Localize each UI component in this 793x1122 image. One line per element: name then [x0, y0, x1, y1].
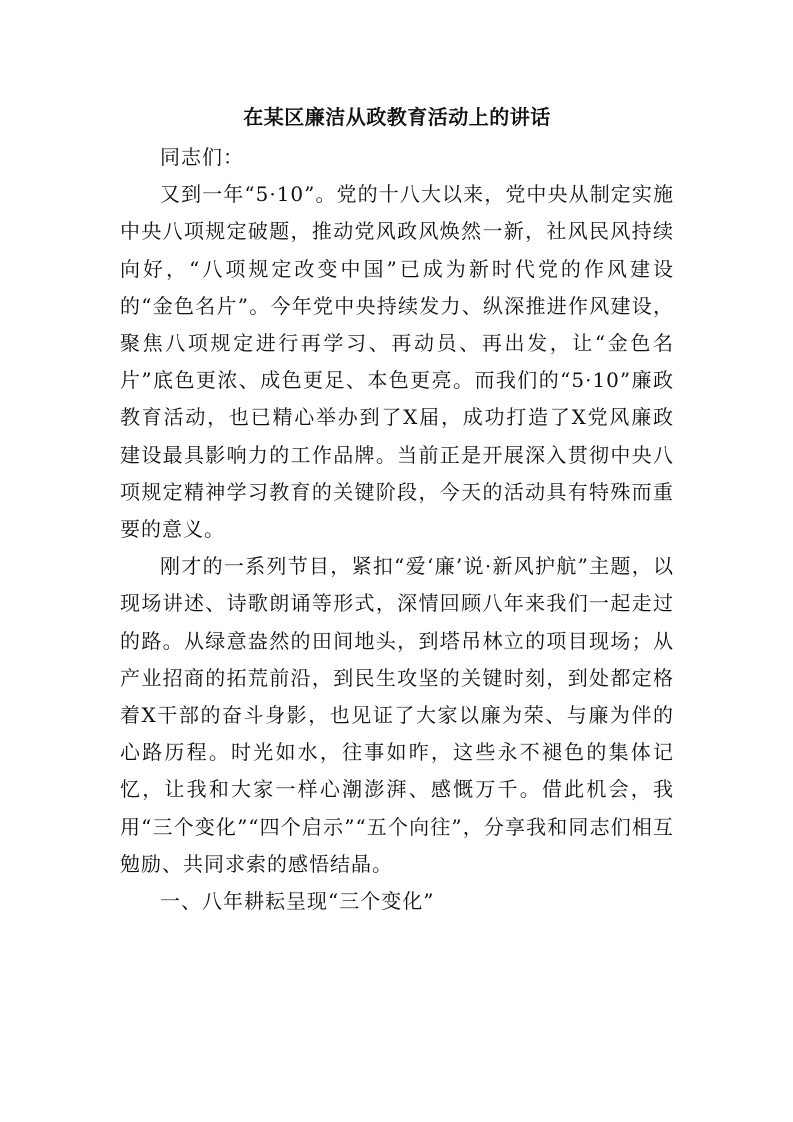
paragraph-1: 又到一年“5·10”。党的十八大以来，党中央从制定实施中央八项规定破题，推动党风政风焕然一新，社风民风持续向好，“八项规定改变中国”已成为新时代党的作风建设的“金色名片”。今年党中央持续发力、纵深推进作风建设，聚焦八项规定进行再学习、再动员、再出发，让“金色名片”底色更浓、成色更足、本色更亮。而我们的“5·10”廉政教育活动，也已精心举办到了X届，成功打造了X党风廉政建设最具影响力的工作品牌。当前正是开展深入贯彻中央八项规定精神学习教育的关键阶段，今天的活动具有特殊而重要的意义。	[120, 182, 674, 542]
document-body	[120, 99, 674, 920]
section-heading: 一、八年耕耘呈现“三个变化”	[160, 889, 435, 914]
salutation: 同志们：	[160, 145, 244, 169]
paragraph-2: 刚才的一系列节目，紧扣“爱‘廉’说·新风护航”主题，以现场讲述、诗歌朗诵等形式，深情回顾八年来我们一起走过的路。从绿意盎然的田间地头，到塔吊林立的项目现场；从产业招商的拓荒前沿，到民生攻坚的关键时刻，到处都定格着X干部的奋斗身影，也见证了大家以廉为荣、与廉为伴的心路历程。时光如水，往事如昨，这些永不褪色的集体记忆，让我和大家一样心潮澎湃、感慨万千。借此机会，我用“三个变化”“四个启示”“五个向往”，分享我和同志们相互勉励、共同求索的感悟结晶。	[120, 554, 674, 876]
document-title: 在某区廉洁从政教育活动上的讲话	[243, 105, 551, 129]
